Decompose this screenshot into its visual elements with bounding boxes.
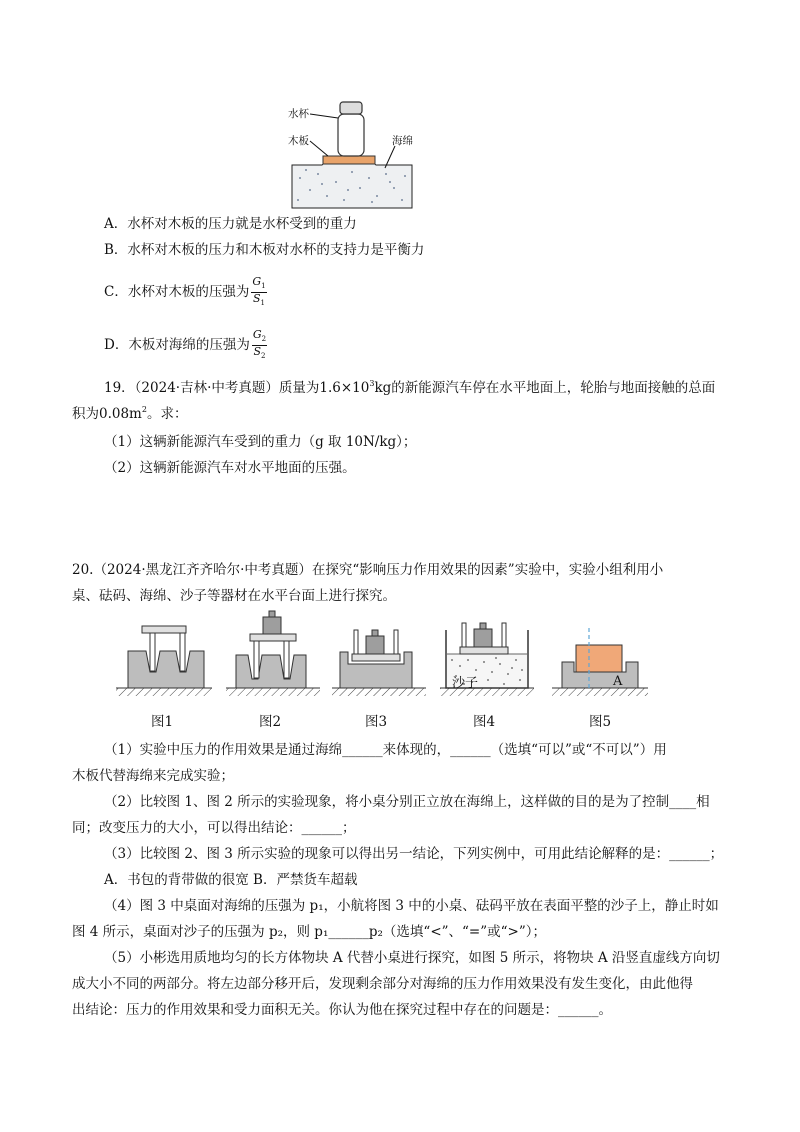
q20-line-1: 20.（2024·黑龙江齐齐哈尔·中考真题）在探究“影响压力作用效果的因素”实验中，实验小组利用小 (72, 562, 664, 578)
fig3-label: 图3 (364, 714, 388, 730)
fig1-table-on-sponge (116, 626, 212, 696)
q18-option-b: B．水杯对木板的压力和木板对水杯的支持力是平衡力 (104, 242, 425, 258)
fig5-label: 图5 (588, 714, 612, 730)
fig5-block-label: A (613, 674, 623, 689)
q20-part5-line3: 出结论：压力的作用效果和受力面积无关。你认为他在探究过程中存在的问题是：______。 (72, 1002, 612, 1018)
label-sponge: 海绵 (392, 135, 413, 147)
q20-line-2: 桌、砝码、海绵、沙子等器材在水平台面上进行探究。 (72, 588, 396, 604)
q19-area: $0.08m^2$ (99, 405, 147, 422)
fig5-block-a-on-sponge (552, 628, 648, 696)
label-board: 木板 (288, 135, 309, 147)
fraction-g2-s2: $\frac{G_2}{S_2}$ (252, 328, 267, 361)
label-cup: 水杯 (288, 108, 309, 120)
q20-part4-line1: （4）图 3 中桌面对海绵的压强为 p₁，小航将图 3 中的小桌、砝码平放在表面平整的沙子上，静止时如 (104, 898, 719, 914)
q18-option-c-text: C．水杯对木板的压强为 (104, 284, 250, 301)
fig1-label: 图1 (150, 714, 174, 730)
fig2-table-weight-on-sponge (226, 611, 320, 696)
fig3-inverted-table-on-sponge (332, 630, 426, 696)
fig2-label: 图2 (258, 714, 282, 730)
q19-sub-2: （2）这辆新能源汽车对水平地面的压强。 (104, 460, 356, 476)
q20-part1-line2: 木板代替海绵来完成实验； (72, 768, 234, 784)
q18-option-d-text: D．木板对海绵的压强为 (104, 337, 250, 354)
q19-line-2: 积为$0.08m^2$。求： (72, 405, 188, 422)
q20-part1-line1: （1）实验中压力的作用效果是通过海绵______来体现的，______（选填“可以”或“不可以”）用 (104, 742, 667, 758)
q20-part5-line1: （5）小彬选用质地均匀的长方体物块 A 代替小桌进行探究，如图 5 所示，将物块 A 沿竖直虚线方向切 (104, 950, 720, 966)
q18-option-a: A．水杯对木板的压力就是水杯受到的重力 (104, 216, 357, 232)
fraction-g1-s1: $\frac{G_1}{S_1}$ (252, 275, 266, 308)
q19-mass: $1.6\times 10^3kg$ (319, 379, 392, 396)
q20-part4-line2: 图 4 所示，桌面对沙子的压强为 p₂，则 p₁______p₂（选填“<”、“=”或“>”）； (72, 924, 547, 940)
q20-part5-line2: 成大小不同的两部分。将左边部分移开后，发现剩余部分对海绵的压力作用效果没有发生变化，由此他得 (72, 976, 693, 992)
fig4-sand-label: 沙子 (452, 676, 479, 691)
q20-part2-line1: （2）比较图 1、图 2 所示的实验现象，将小桌分别正立放在海绵上，这样做的目的是为了控制____相 (104, 794, 710, 810)
q19-line-1: 19．（2024·吉林·中考真题）质量为$1.6\times 10^3kg$的新能源汽车停在水平地面上，轮胎与地面接触的总面 (104, 379, 716, 396)
q20-part2-line2: 同；改变压力的大小，可以得出结论：______； (72, 820, 356, 836)
q20-part3-line1: （3）比较图 2、图 3 所示实验的现象可以得出另一结论，下列实例中，可用此结论解释的是：______； (104, 846, 724, 862)
q19-sub-1: （1）这辆新能源汽车受到的重力（g 取 10N/kg）； (104, 434, 417, 450)
fig4-label: 图4 (472, 714, 496, 730)
q20-part3-options: A．书包的背带做的很宽 B．严禁货车超载 (104, 872, 358, 888)
